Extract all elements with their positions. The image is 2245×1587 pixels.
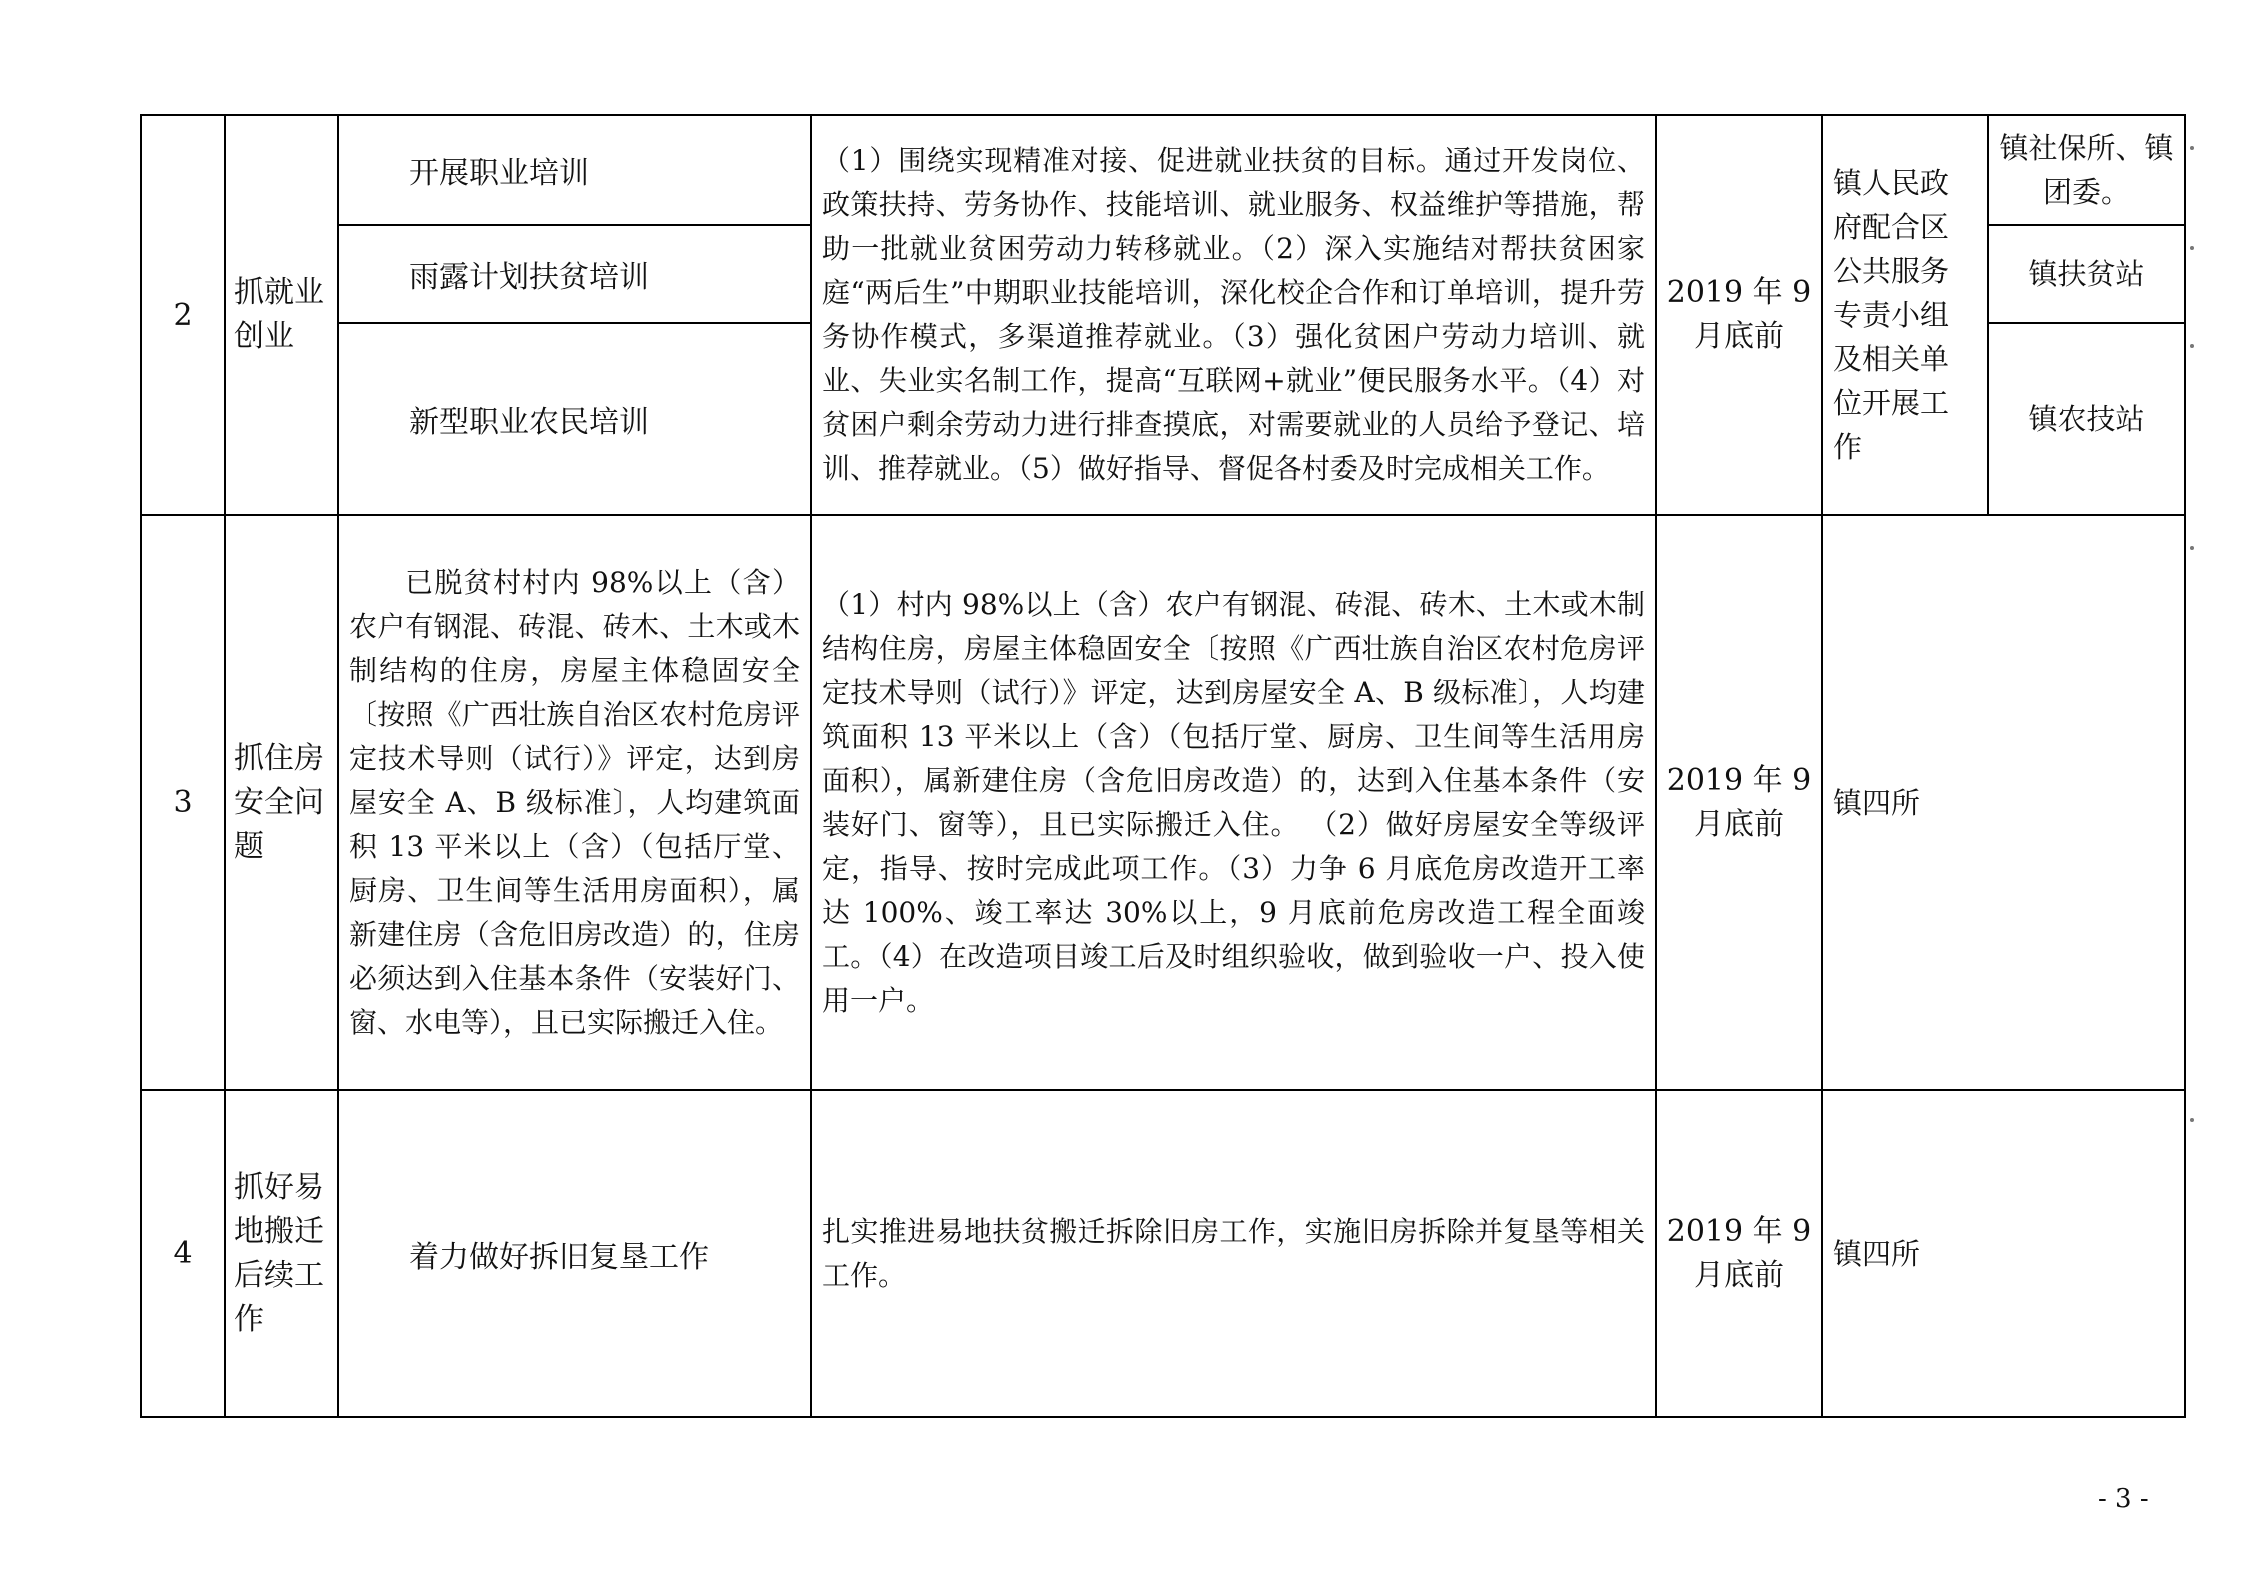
responsible-cell: 镇四所 <box>1822 1090 2185 1417</box>
item-cell: 开展职业培训 <box>338 115 811 225</box>
task-table <box>140 114 2186 1418</box>
table-row <box>141 115 2185 225</box>
scan-mark <box>2190 246 2194 250</box>
unit-cell: 镇农技站 <box>1988 323 2185 515</box>
measures-cell: 扎实推进易地扶贫搬迁拆除旧房工作，实施旧房拆除并复垦等相关工作。 <box>811 1090 1656 1417</box>
lead-unit-cell: 镇人民政府配合区公共服务专责小组及相关单位开展工作 <box>1822 115 1988 515</box>
item-cell: 雨露计划扶贫培训 <box>338 225 811 323</box>
scan-mark <box>2190 344 2194 348</box>
row-number: 4 <box>141 1090 225 1417</box>
row-number: 3 <box>141 515 225 1090</box>
standard-cell: 已脱贫村村内 98%以上（含）农户有钢混、砖混、砖木、土木或木制结构的住房，房屋主体稳固安全〔按照《广西壮族自治区农村危房评定技术导则（试行）》评定，达到房屋安全 A、B 级标准〕，人均建筑面积 13 平米以上（含）（包括厅堂、厨房、卫生间等生活用房面积），属新建住房（含危旧房改造）的，住房必须达到入住基本条件（安装好门、窗、水电等），且已实际搬迁入住。 <box>338 515 811 1090</box>
row-number: 2 <box>141 115 225 515</box>
scan-mark <box>2190 1118 2194 1122</box>
standard-cell: 着力做好拆旧复垦工作 <box>338 1090 811 1417</box>
table-row <box>141 515 2185 1090</box>
scan-mark <box>2190 546 2194 550</box>
table-row <box>141 1090 2185 1417</box>
category-cell: 抓住房安全问题 <box>225 515 338 1090</box>
item-cell: 新型职业农民培训 <box>338 323 811 515</box>
deadline-cell: 2019 年 9 月底前 <box>1656 1090 1822 1417</box>
deadline-cell: 2019 年 9 月底前 <box>1656 115 1822 515</box>
measures-cell: （1）村内 98%以上（含）农户有钢混、砖混、砖木、土木或木制结构住房，房屋主体稳固安全〔按照《广西壮族自治区农村危房评定技术导则（试行）》评定，达到房屋安全 A、B 级标准〕，人均建筑面积 13 平米以上（含）（包括厅堂、厨房、卫生间等生活用房面积），属新建住房（含危旧房改造）的，达到入住基本条件（安装好门、窗等），且已实际搬迁入住。 （2）做好房屋安全等级评定，指导、按时完成此项工作。（3）力争 6 月底危房改造开工率达 100%、竣工率达 30%以上，9 月底前危房改造工程全面竣工。（4）在改造项目竣工后及时组织验收，做到验收一户、投入使用一户。 <box>811 515 1656 1090</box>
page-number: - 3 - <box>2098 1484 2149 1514</box>
responsible-cell: 镇四所 <box>1822 515 2185 1090</box>
deadline-cell: 2019 年 9 月底前 <box>1656 515 1822 1090</box>
measures-cell: （1）围绕实现精准对接、促进就业扶贫的目标。通过开发岗位、政策扶持、劳务协作、技能培训、就业服务、权益维护等措施，帮助一批就业贫困劳动力转移就业。（2）深入实施结对帮扶贫困家庭“两后生”中期职业技能培训，深化校企合作和订单培训，提升劳务协作模式，多渠道推荐就业。（3）强化贫困户劳动力培训、就业、失业实名制工作，提高“互联网+就业”便民服务水平。（4）对贫困户剩余劳动力进行排查摸底，对需要就业的人员给予登记、培训、推荐就业。（5）做好指导、督促各村委及时完成相关工作。 <box>811 115 1656 515</box>
scan-mark <box>2190 146 2194 150</box>
category-cell: 抓就业创业 <box>225 115 338 515</box>
unit-cell: 镇社保所、镇团委。 <box>1988 115 2185 225</box>
unit-cell: 镇扶贫站 <box>1988 225 2185 323</box>
category-cell: 抓好易地搬迁后续工作 <box>225 1090 338 1417</box>
